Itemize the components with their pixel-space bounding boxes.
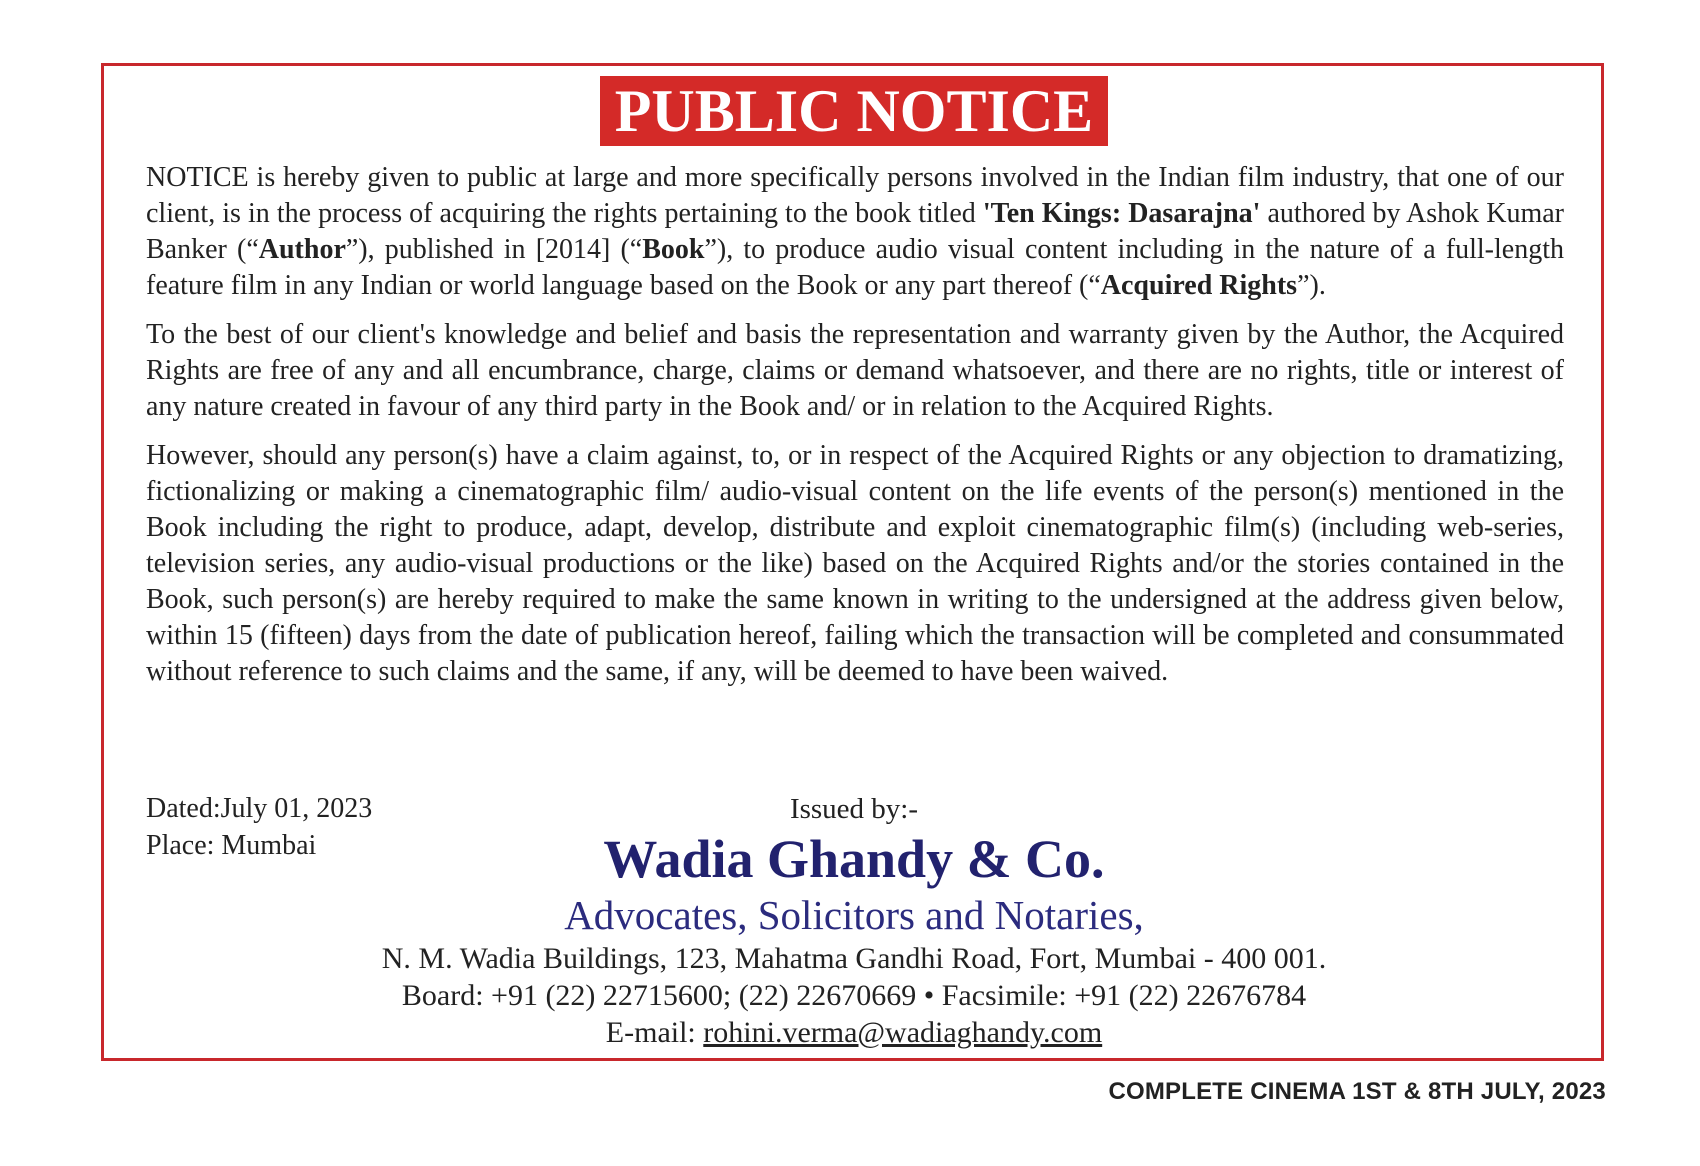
notice-place: Place: Mumbai xyxy=(146,830,317,861)
notice-paragraph-2: To the best of our client's knowledge and belief and basis the representation and warranty given by the Author, the Acquired Rights are free of any and all encumbrance, charge, claims or demand whatsoever, and there are no rights, title or interest of any nature created in favour of any third party in the Book and/ or in relation to the Acquired Rights. xyxy=(146,319,1564,422)
firm-email-line xyxy=(240,1014,1468,1051)
issuer-block xyxy=(240,792,1468,1051)
issued-by-label: Issued by:- xyxy=(789,793,919,825)
book-definition: Book xyxy=(642,234,705,265)
paragraph-1-text-1: NOTICE is hereby given to public at large and more specifically persons involved in the Indian film industry, that one of our client, is in the process of acquiring the rights pertaining to the book titled xyxy=(146,162,1564,229)
firm-name: Wadia Ghandy & Co. xyxy=(603,829,1105,889)
firm-address: N. M. Wadia Buildings, 123, Mahatma Gandhi Road, Fort, Mumbai - 400 001. xyxy=(381,942,1327,975)
notice-date: Dated:July 01, 2023 xyxy=(146,793,373,824)
paragraph-1-text-2: authored by Ashok Kumar Banker (“ xyxy=(146,198,1564,265)
acquired-rights-definition: Acquired Rights xyxy=(1100,270,1298,301)
author-definition: Author xyxy=(258,234,346,265)
notice-paragraph-3: However, should any person(s) have a claim against, to, or in respect of the Acquired Rights or any objection to dramatizing, fictionalizing or making a cinematographic film/ audio-visual content on the life events of the person(s) mentioned in the Book including the right to produce, adapt, develop, distribute and exploit cinematographic film(s) (including web-series, television series, any audio-visual productions or the like) based on the Acquired Rights and/or the stories contained in the Book, such person(s) are hereby required to make the same known in writing to the undersigned at the address given below, within 15 (fifteen) days from the date of publication hereof, failing which the transaction will be completed and consummated without reference to such claims and the same, if any, will be deemed to have been waived. xyxy=(146,440,1564,687)
notice-title: PUBLIC NOTICE xyxy=(600,76,1108,146)
email-link[interactable]: rohini.verma@wadiaghandy.com xyxy=(703,1016,1103,1049)
notice-paragraph-1 xyxy=(146,160,1564,304)
notice-body xyxy=(146,160,1564,703)
paragraph-1-text-3: ”), published in [2014] (“ xyxy=(345,234,643,265)
firm-tagline: Advocates, Solicitors and Notaries, xyxy=(564,892,1144,938)
paragraph-1-text-5: ”). xyxy=(1297,270,1326,301)
email-label: E-mail: xyxy=(605,1016,704,1049)
paragraph-1-text-4: ”), to produce audio visual content including in the nature of a full-length feature film in any Indian or world language based on the Book or any part thereof (“ xyxy=(146,234,1564,301)
book-title: 'Ten Kings: Dasarajna' xyxy=(982,198,1261,229)
publication-footer: COMPLETE CINEMA 1ST & 8TH JULY, 2023 xyxy=(1108,1078,1606,1105)
firm-phones: Board: +91 (22) 22715600; (22) 22670669 • Facsimile: +91 (22) 22676784 xyxy=(401,979,1307,1012)
